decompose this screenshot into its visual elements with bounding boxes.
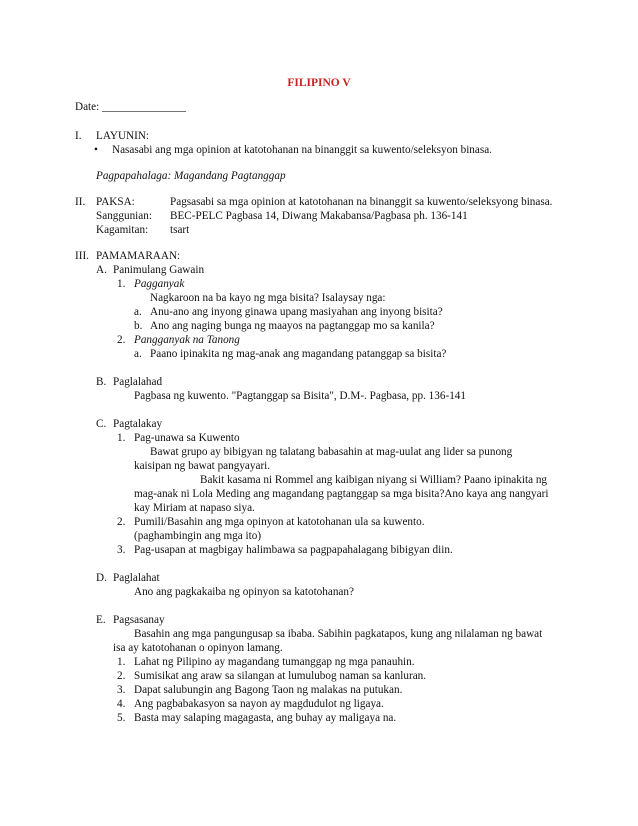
c-item-2-text: Pumili/Basahin ang mga opinyon at katotohanan ula sa kuwento.: [134, 516, 425, 528]
date-label: Date:: [75, 101, 100, 113]
exercise-item-1-number: 1.: [117, 656, 126, 668]
date-blank: _______________: [102, 101, 186, 113]
value-statement: Pagpapahalaga: Magandang Pagtanggap: [96, 170, 286, 182]
a-question-2a-letter: a.: [134, 348, 142, 360]
kagamitan-label: Kagamitan:: [96, 224, 149, 236]
subsection-c-heading: Pagtalakay: [113, 418, 163, 430]
exercise-item-5-number: 5.: [117, 712, 126, 724]
exercise-item-3-text: Dapat salubungin ang Bagong Taon ng malakas na putukan.: [134, 684, 403, 696]
document-title: FILIPINO V: [287, 77, 351, 89]
subsection-b-label: B.: [96, 376, 107, 388]
exercise-item-2-text: Sumisikat ang araw sa silangan at lumulubog naman sa kanluran.: [134, 670, 427, 682]
kagamitan-text: tsart: [170, 224, 190, 236]
exercise-item-2-number: 2.: [117, 670, 126, 682]
sanggunian-label: Sanggunian:: [96, 210, 152, 222]
section-i-number: I.: [75, 130, 82, 142]
subsection-e-label: E.: [96, 614, 106, 626]
bullet-icon: •: [94, 144, 98, 156]
section-ii-number: II.: [75, 196, 86, 208]
c-item-1-number: 1.: [117, 432, 126, 444]
subsection-a-heading: Panimulang Gawain: [113, 264, 205, 276]
a-item-1-text: Nagkaroon na ba kayo ng mga bisita? Isalaysay nga:: [150, 292, 386, 304]
a-question-b-letter: b.: [134, 320, 143, 332]
c-item-1-question-line-1: Bakit kasama ni Rommel ang kaibigan niyang si William? Paano ipinakita ng: [200, 474, 548, 486]
subsection-b-text: Pagbasa ng kuwento. "Pagtanggap sa Bisita", D.M-. Pagbasa, pp. 136-141: [134, 390, 466, 402]
a-item-2-number: 2.: [117, 334, 126, 346]
section-iii-number: III.: [75, 250, 89, 262]
c-item-2-note: (paghambingin ang mga ito): [134, 530, 262, 542]
c-item-1-paragraph-line-2: kaisipan ng bawat pangyayari.: [134, 460, 271, 472]
subsection-d-label: D.: [96, 572, 107, 584]
a-item-1-number: 1.: [117, 278, 126, 290]
exercise-item-5-text: Basta may salaping magagasta, ang buhay ay maligaya na.: [134, 712, 397, 724]
c-item-1-question-line-3: kay Miriam at napaso siya.: [134, 502, 255, 514]
subsection-d-text: Ano ang pagkakaiba ng opinyon sa katotohanan?: [134, 586, 354, 598]
subsection-b-heading: Paglalahad: [113, 376, 163, 388]
a-question-a: Anu-ano ang inyong ginawa upang masiyahan ang inyong bisita?: [150, 306, 443, 318]
a-question-2a: Paano ipinakita ng mag-anak ang magandang patanggap sa bisita?: [150, 348, 447, 360]
objective-item: [94, 143, 492, 157]
c-item-2-number: 2.: [117, 516, 126, 528]
c-item-3-text: Pag-usapan at magbigay halimbawa sa pagpapahalagang bibigyan diin.: [134, 544, 453, 556]
c-item-1-question-line-2: mag-anak ni Lola Meding ang magandang pagtanggap sa mga bisita?Ano kaya ang nangyari: [134, 488, 549, 500]
exercise-item-1-text: Lahat ng Pilipino ay magandang tumanggap ng mga panauhin.: [134, 656, 415, 668]
exercise-item-4-text: Ang pagbabakasyon sa nayon ay magdudulot ng ligaya.: [134, 698, 384, 710]
section-i-heading: LAYUNIN:: [96, 130, 150, 142]
exercise-item-3-number: 3.: [117, 684, 126, 696]
c-item-3-number: 3.: [117, 544, 126, 556]
a-question-a-letter: a.: [134, 306, 142, 318]
subsection-e-instructions-line-1: Basahin ang mga pangungusap sa ibaba. Sabihin pagkatapos, kung ang nilalaman ng bawat: [134, 628, 543, 640]
c-item-1-paragraph-line-1: Bawat grupo ay bibigyan ng talatang babasahin at mag-uulat ang lider sa punong: [150, 446, 513, 458]
section-iii-heading: PAMAMARAAN:: [96, 250, 181, 262]
subsection-e-instructions-line-2: isa ay katotohanan o opinyon lamang.: [113, 642, 283, 654]
sanggunian-text: BEC-PELC Pagbasa 14, Diwang Makabansa/Pagbasa ph. 136-141: [170, 210, 468, 222]
subsection-d-heading: Paglalahat: [113, 572, 160, 584]
date-line: [75, 100, 186, 114]
exercise-item-4-number: 4.: [117, 698, 126, 710]
paksa-text: Pagsasabi sa mga opinion at katotohanan na binanggit sa kuwento/seleksyong binasa.: [170, 196, 553, 208]
subsection-c-label: C.: [96, 418, 107, 430]
subsection-e-heading: Pagsasanay: [113, 614, 165, 626]
objective-text: Nasasabi ang mga opinion at katotohanan na binanggit sa kuwento/seleksyon binasa.: [112, 144, 492, 156]
a-question-b: Ano ang naging bunga ng maayos na pagtanggap mo sa kanila?: [150, 320, 435, 332]
paksa-label: PAKSA:: [96, 196, 135, 208]
a-item-2-title: Pangganyak na Tanong: [134, 334, 240, 346]
a-item-1-title: Pagganyak: [134, 278, 185, 290]
subsection-a-label: A.: [96, 264, 107, 276]
c-item-1-title: Pag-unawa sa Kuwento: [134, 432, 240, 444]
